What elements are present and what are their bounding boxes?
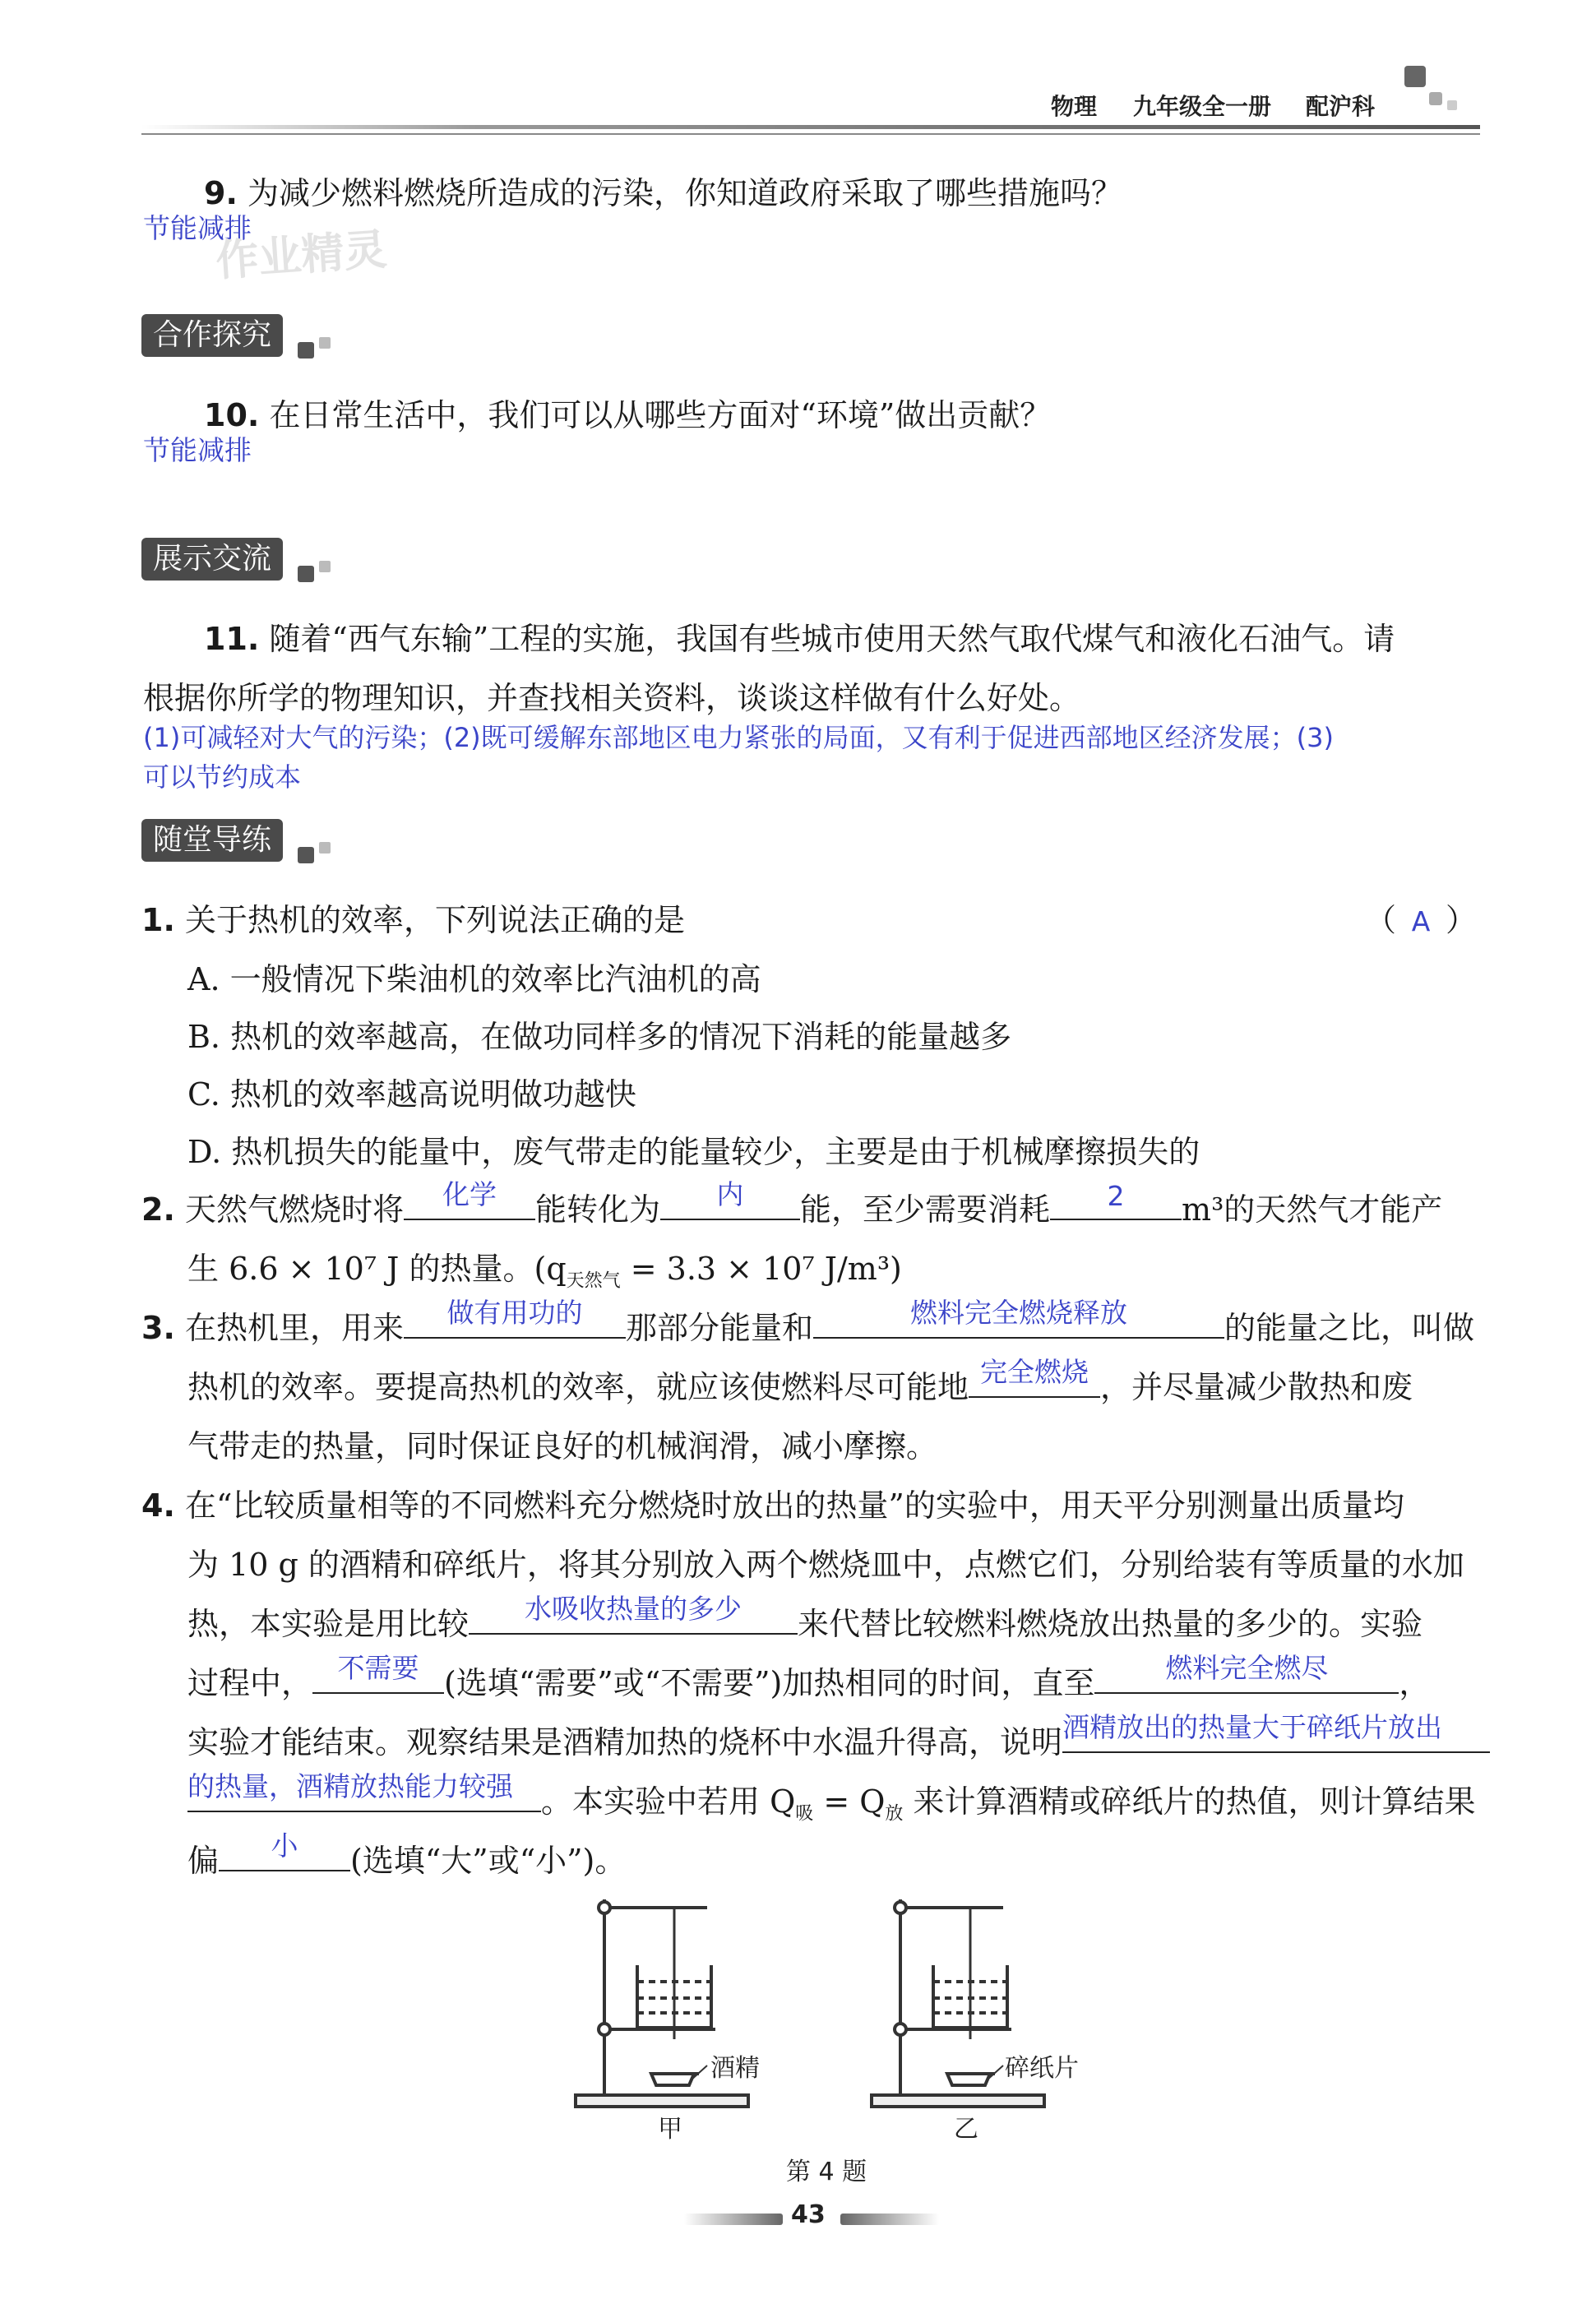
experiment-figure [559,1883,1118,2163]
practice-4-blank-1: 水吸收热量的多少 [525,1593,742,1625]
q10-answer: 节能减排 [143,434,252,466]
question-9: 9. 为减少燃料燃烧所造成的污染，你知道政府采取了哪些措施吗？ [204,175,1122,211]
header-decoration-small [1429,92,1442,105]
figure-left-fuel-label: 酒精 [710,2054,760,2083]
practice-2-blank-1: 化学 [442,1178,497,1210]
question-11-line1: 11. 随着“西气东输”工程的实施，我国有些城市使用天然气取代煤气和液化石油气。请 [204,621,1395,657]
practice-2-blank-3: 2 [1107,1180,1125,1212]
figure-caption: 第 4 题 [786,2158,867,2186]
practice-4-blank-3: 燃料完全燃尽 [1165,1652,1329,1684]
practice-4-line4: 过程中， 不需要 (选填“需要”或“不需要”)加热相同的时间，直至 燃料完全燃尽 ， [187,1658,1430,1703]
practice-4-line3: 热，本实验是用比较 水吸收热量的多少 来代替比较燃料燃烧放出热量的多少的。实验 [187,1598,1423,1644]
figure-left-caption: 甲 [658,2115,682,2144]
practice-3-blank-1: 做有用功的 [446,1297,583,1329]
section-marker [298,566,314,582]
practice-1-option-c: C. 热机的效率越高说明做功越快 [187,1076,636,1113]
section-marker [298,342,314,359]
practice-1-option-d: D. 热机损失的能量中，废气带走的能量较少，主要是由于机械摩擦损失的 [187,1134,1200,1170]
section-marker [319,561,331,572]
header-edition: 配沪科 [1306,93,1376,120]
section-practice: 随堂导练 [141,819,283,862]
header-decoration [1404,66,1426,87]
practice-2-line1: 2. 天然气燃烧时将 化学 能转化为 内 能，至少需要消耗 2 m³的天然气才能产 [141,1184,1442,1229]
practice-3-line3: 气带走的热量，同时保证良好的机械润滑，减小摩擦。 [187,1428,938,1464]
q11-answer-line2: 可以节约成本 [143,761,302,793]
practice-1-option-b: B. 热机的效率越高，在做功同样多的情况下消耗的能量越多 [187,1019,1012,1055]
practice-4-line7: 偏 小 (选填“大”或“小”)。 [187,1835,626,1880]
practice-1-answer: A [1411,905,1431,937]
section-marker [319,842,331,853]
practice-4-blank-5: 小 [271,1830,298,1862]
page-number: 43 [791,2200,826,2229]
practice-1-bracket: （ A ） [1365,902,1478,938]
figure-right-caption: 乙 [954,2115,978,2144]
practice-3-blank-3: 完全燃烧 [980,1356,1089,1388]
question-10: 10. 在日常生活中，我们可以从哪些方面对“环境”做出贡献？ [204,397,1052,433]
section-exchange: 展示交流 [141,538,283,581]
practice-3-line1: 3. 在热机里，用来 做有用功的 那部分能量和 燃料完全燃烧释放 的能量之比，叫做 [141,1302,1474,1348]
section-marker [298,847,314,863]
practice-4-blank-4b: 的热量，酒精放热能力较强 [187,1770,513,1802]
q11-answer-line1: (1)可减轻对大气的污染；(2)既可缓解东部地区电力紧张的局面，又有利于促进西部地区经济发展；(3) [143,722,1334,753]
practice-4-blank-4a: 酒精放出的热量大于碎纸片放出 [1062,1711,1443,1743]
header-grade: 九年级全一册 [1133,93,1272,120]
practice-4-line6: 的热量，酒精放热能力较强 。本实验中若用 $Q_吸 = Q_放$ 来计算酒精或碎纸片的热值，则计算结果 [187,1776,1476,1825]
footer-decoration-left [684,2214,783,2225]
header-rule-thin [141,133,1480,135]
footer-decoration-right [840,2214,939,2225]
practice-2-line2: 生 6.6 × 10⁷ J 的热量。($q_{天然气} = 3.3 \times 10^7$ J/m³) [187,1251,902,1292]
header-decoration-small [1447,100,1457,110]
watermark: 作业精灵 [214,224,389,287]
practice-1-stem: 1. 关于热机的效率，下列说法正确的是 [141,902,685,938]
practice-2-blank-2: 内 [716,1178,744,1210]
question-11-line2: 根据你所学的物理知识，并查找相关资料，谈谈这样做有什么好处。 [143,680,1081,716]
section-cooperate: 合作探究 [141,314,283,357]
practice-4-line2: 为 10 g 的酒精和碎纸片，将其分别放入两个燃烧皿中，点燃它们，分别给装有等质量的水加 [187,1547,1464,1583]
q9-answer: 节能减排 [143,212,252,244]
section-marker [319,337,331,349]
figure-right-fuel-label: 碎纸片 [1005,2054,1079,2083]
practice-4-blank-2: 不需要 [337,1652,419,1684]
header-rule [141,125,1480,129]
practice-1-option-a: A. 一般情况下柴油机的效率比汽油机的高 [187,961,761,997]
practice-4-line5: 实验才能结束。观察结果是酒精加热的烧杯中水温升得高，说明 酒精放出的热量大于碎纸片放出 [187,1717,1490,1762]
practice-3-blank-2: 燃料完全燃烧释放 [910,1297,1128,1329]
header-subject: 物理 [1051,93,1098,120]
practice-3-line2: 热机的效率。要提高热机的效率，就应该使燃料尽可能地 完全燃烧 ，并尽量减少散热和废 [187,1362,1413,1407]
practice-4-line1: 4. 在“比较质量相等的不同燃料充分燃烧时放出的热量”的实验中，用天平分别测量出质量均 [141,1487,1404,1524]
